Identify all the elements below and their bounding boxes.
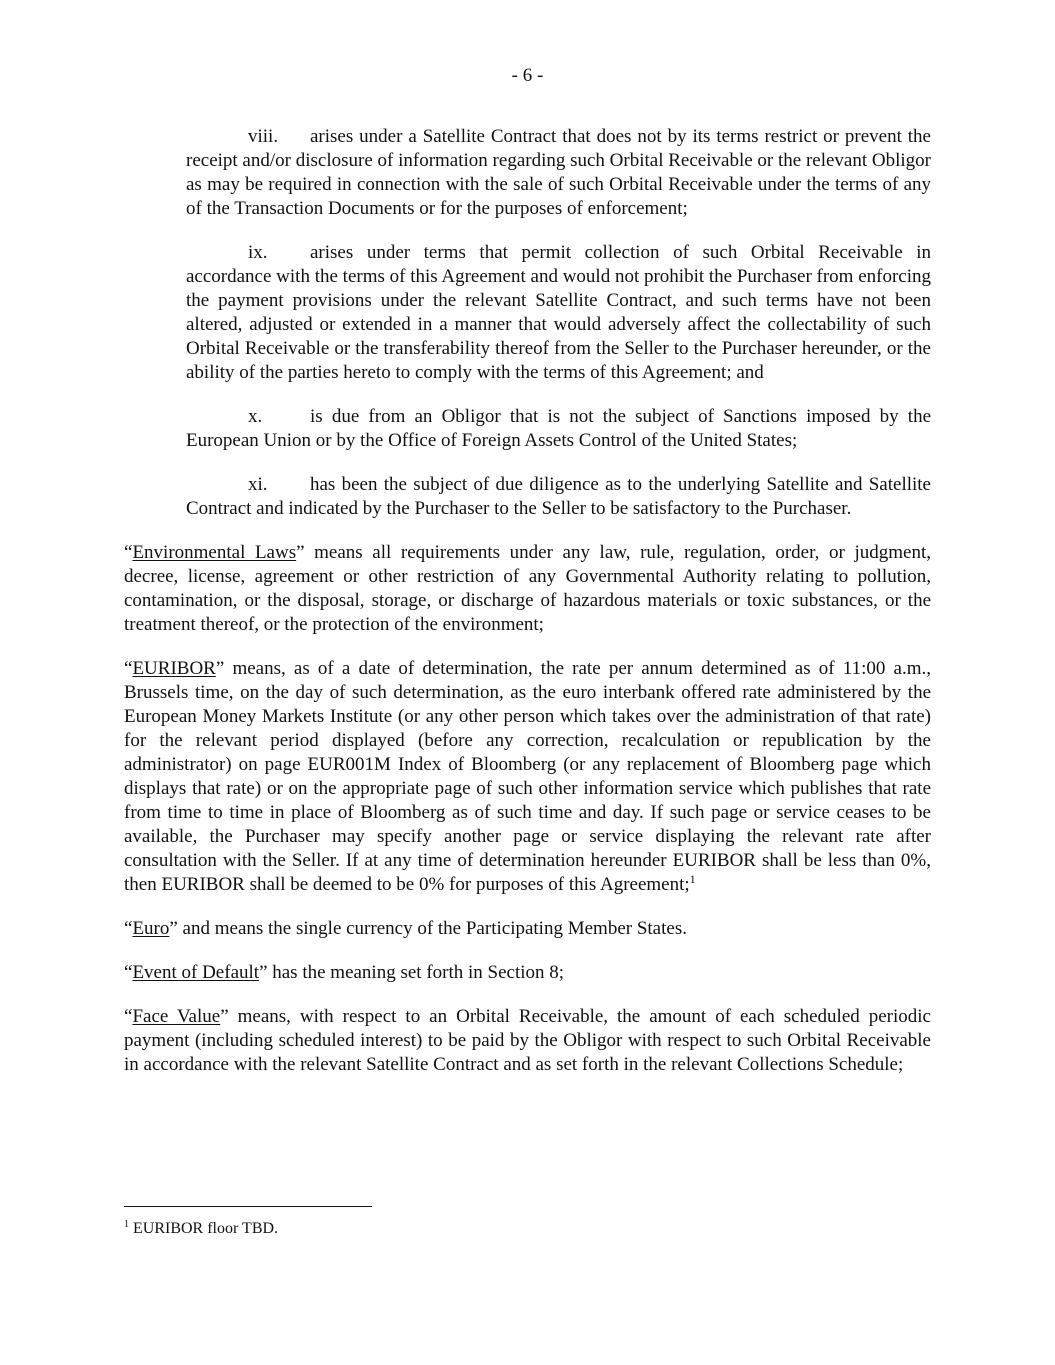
- definition-text: ” and means the single currency of the Participating Member States.: [169, 918, 687, 939]
- defined-term: EURIBOR: [132, 658, 216, 679]
- list-item-number: x.: [248, 406, 263, 427]
- defined-term: Environmental Laws: [132, 542, 297, 563]
- defined-term: Euro: [132, 918, 170, 939]
- definition-text: ” has the meaning set forth in Section 8;: [259, 962, 565, 983]
- document-body: [124, 125, 931, 1097]
- definition-environmental-laws: “Environmental Laws” means all requirements under any law, rule, regulation, order, or judgment, decree, license, agreement or other restriction of any Governmental Authority relating to pollution, contamination, or the disposal, storage, or discharge of hazardous materials or toxic substances, or the treatment thereof, or the protection of the environment;: [124, 542, 931, 635]
- list-item-number: ix.: [248, 242, 268, 263]
- footnote: [124, 1219, 278, 1239]
- page-number: - 6 -: [511, 65, 544, 86]
- list-item-text: arises under terms that permit collection of such Orbital Receivable in accordance with the terms of this Agreement and would not prohibit the Purchaser from enforcing the payment provisions under the relevant Satellite Contract, and such terms have not been altered, adjusted or extended in a manner that would adversely affect the collectability of such Orbital Receivable or the transferability thereof from the Seller to the Purchaser hereunder, or the ability of the parties hereto to comply with the terms of this Agreement; and: [186, 242, 931, 383]
- definition-text: ” means, as of a date of determination, the rate per annum determined as of 11:00 a.m., Brussels time, on the day of such determination, as the euro interbank offered rate administered by the European Money Markets Institute (or any other person which takes over the administration of that rate) for the relevant period displayed (before any correction, recalculation or republication by the administrator) on page EUR001M Index of Bloomberg (or any replacement of Bloomberg page which displays that rate) or on the appropriate page of such other information service which publishes that rate from time to time in place of Bloomberg as of such time and day. If such page or service ceases to be available, the Purchaser may specify another page or service displaying the relevant rate after consultation with the Seller. If at any time of determination hereunder EURIBOR shall be less than 0%, then EURIBOR shall be deemed to be 0% for purposes of this Agreement;: [124, 658, 931, 895]
- footnote-text: EURIBOR floor TBD.: [129, 1220, 279, 1237]
- definition-text: ” means all requirements under any law, rule, regulation, order, or judgment, decree, license, agreement or other restriction of any Governmental Authority relating to pollution, contamination, or the disposal, storage, or discharge of hazardous materials or toxic substances, or the treatment thereof, or the protection of the environment;: [124, 542, 931, 635]
- list-item-text: arises under a Satellite Contract that does not by its terms restrict or prevent the receipt and/or disclosure of information regarding such Orbital Receivable or the relevant Obligor as may be required in connection with the sale of such Orbital Receivable under the terms of any of the Transaction Documents or for the purposes of enforcement;: [186, 126, 931, 219]
- list-item-text: is due from an Obligor that is not the subject of Sanctions imposed by the European Union or by the Office of Foreign Assets Control of the United States;: [186, 406, 931, 451]
- definition-euro: “Euro” and means the single currency of the Participating Member States.: [124, 918, 687, 939]
- definition-euribor: “EURIBOR” means, as of a date of determination, the rate per annum determined as of 11:00 a.m., Brussels time, on the day of such determination, as the euro interbank offered rate administered by the European Money Markets Institute (or any other person which takes over the administration of that rate) for the relevant period displayed (before any correction, recalculation or republication by the administrator) on page EUR001M Index of Bloomberg (or any replacement of Bloomberg page which displays that rate) or on the appropriate page of such other information service which publishes that rate from time to time in place of Bloomberg as of such time and day. If such page or service ceases to be available, the Purchaser may specify another page or service displaying the relevant rate after consultation with the Seller. If at any time of determination hereunder EURIBOR shall be less than 0%, then EURIBOR shall be deemed to be 0% for purposes of this Agreement;$^1$: [124, 658, 931, 895]
- list-item-x: [186, 405, 931, 453]
- footnote-mark: 1: [124, 1219, 129, 1230]
- definition-face-value: “Face Value” means, with respect to an Orbital Receivable, the amount of each scheduled periodic payment (including scheduled interest) to be paid by the Obligor with respect to such Orbital Receivable in accordance with the relevant Satellite Contract and as set forth in the relevant Collections Schedule;: [124, 1006, 931, 1075]
- footnote-reference: 1: [689, 872, 696, 886]
- list-item-text: has been the subject of due diligence as to the underlying Satellite and Satellite Contract and indicated by the Purchaser to the Seller to be satisfactory to the Purchaser.: [186, 474, 931, 519]
- defined-term: Event of Default: [132, 962, 260, 983]
- list-item-xi: [186, 473, 931, 521]
- defined-term: Face Value: [132, 1006, 221, 1027]
- list-item-number: viii.: [248, 126, 279, 147]
- definition-event-of-default: “Event of Default” has the meaning set forth in Section 8;: [124, 962, 565, 983]
- list-item-number: xi.: [248, 474, 268, 495]
- list-item-viii: [186, 125, 931, 221]
- footnote-divider: [124, 1206, 372, 1207]
- list-item-ix: [186, 241, 931, 385]
- definition-text: ” means, with respect to an Orbital Receivable, the amount of each scheduled periodic payment (including scheduled interest) to be paid by the Obligor with respect to such Orbital Receivable in accordance with the relevant Satellite Contract and as set forth in the relevant Collections Schedule;: [124, 1006, 931, 1075]
